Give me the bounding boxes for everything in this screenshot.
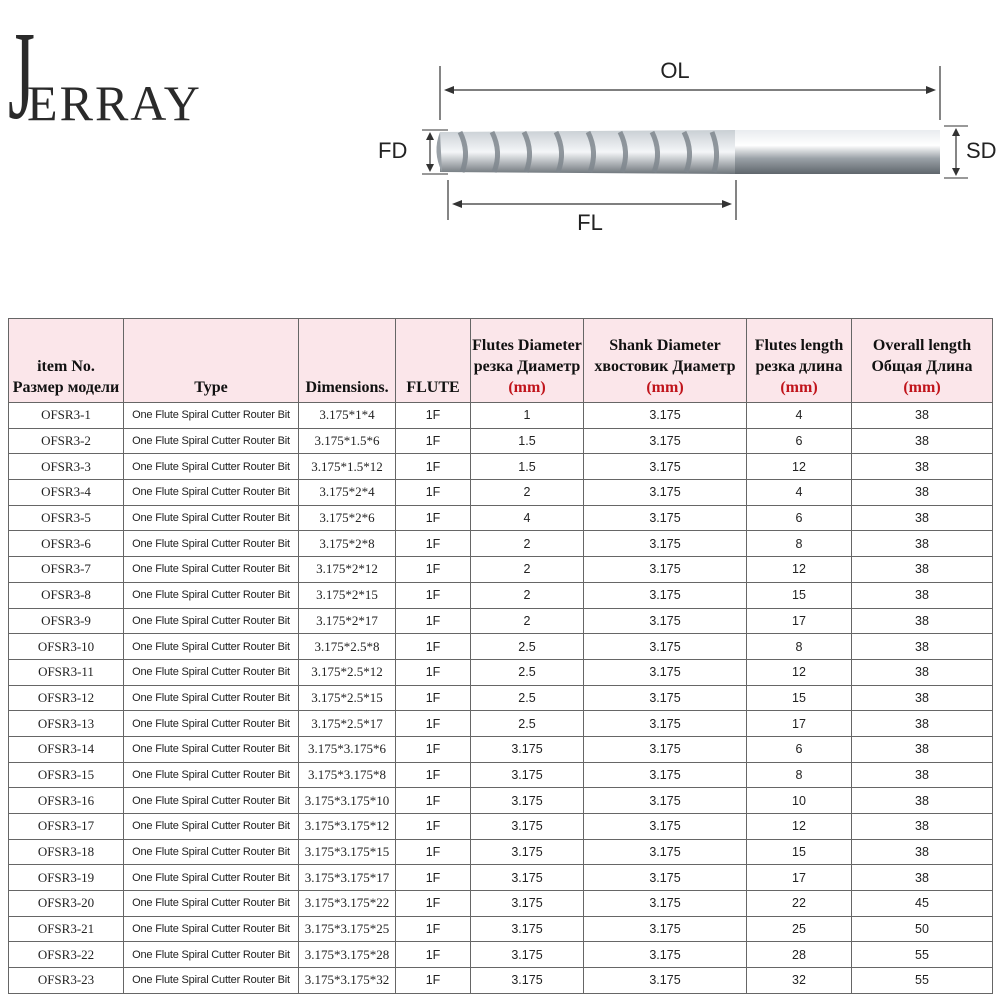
cell-item-no: OFSR3-11 bbox=[9, 659, 124, 685]
cell-flutes-diameter: 3.175 bbox=[471, 968, 584, 994]
cell-type: One Flute Spiral Cutter Router Bit bbox=[124, 814, 299, 840]
cell-overall-length: 38 bbox=[852, 685, 993, 711]
header-shank-diameter bbox=[584, 319, 747, 403]
cell-overall-length: 38 bbox=[852, 582, 993, 608]
cell-dimensions: 3.175*3.175*17 bbox=[299, 865, 396, 891]
cell-overall-length: 55 bbox=[852, 942, 993, 968]
brand-logo bbox=[8, 7, 202, 146]
cell-flute: 1F bbox=[396, 916, 471, 942]
cell-flute: 1F bbox=[396, 659, 471, 685]
header-flutes-diameter-ru: резка Диаметр bbox=[473, 358, 581, 375]
table-row bbox=[9, 634, 993, 660]
cell-flute: 1F bbox=[396, 454, 471, 480]
table-row bbox=[9, 685, 993, 711]
cell-dimensions: 3.175*3.175*15 bbox=[299, 839, 396, 865]
cell-type: One Flute Spiral Cutter Router Bit bbox=[124, 557, 299, 583]
table-row bbox=[9, 454, 993, 480]
cell-dimensions: 3.175*2*17 bbox=[299, 608, 396, 634]
cell-dimensions: 3.175*2.5*15 bbox=[299, 685, 396, 711]
cell-flute: 1F bbox=[396, 788, 471, 814]
cell-dimensions: 3.175*3.175*6 bbox=[299, 736, 396, 762]
cell-dimensions: 3.175*3.175*12 bbox=[299, 814, 396, 840]
cell-overall-length: 38 bbox=[852, 557, 993, 583]
cell-flute: 1F bbox=[396, 428, 471, 454]
cell-flute: 1F bbox=[396, 968, 471, 994]
table-row bbox=[9, 403, 993, 429]
cell-shank-diameter: 3.175 bbox=[584, 403, 747, 429]
cell-item-no: OFSR3-6 bbox=[9, 531, 124, 557]
cell-item-no: OFSR3-4 bbox=[9, 480, 124, 506]
spec-table bbox=[8, 318, 993, 994]
cell-flutes-diameter: 1.5 bbox=[471, 428, 584, 454]
cell-overall-length: 38 bbox=[852, 839, 993, 865]
cell-shank-diameter: 3.175 bbox=[584, 942, 747, 968]
cell-flutes-length: 12 bbox=[747, 659, 852, 685]
cell-shank-diameter: 3.175 bbox=[584, 428, 747, 454]
cell-dimensions: 3.175*2*12 bbox=[299, 557, 396, 583]
cell-flutes-diameter: 3.175 bbox=[471, 762, 584, 788]
cell-shank-diameter: 3.175 bbox=[584, 582, 747, 608]
cell-shank-diameter: 3.175 bbox=[584, 814, 747, 840]
cell-shank-diameter: 3.175 bbox=[584, 608, 747, 634]
cell-flute: 1F bbox=[396, 531, 471, 557]
table-row bbox=[9, 505, 993, 531]
cell-shank-diameter: 3.175 bbox=[584, 916, 747, 942]
cell-type: One Flute Spiral Cutter Router Bit bbox=[124, 968, 299, 994]
cell-flutes-diameter: 2.5 bbox=[471, 659, 584, 685]
cell-dimensions: 3.175*2*4 bbox=[299, 480, 396, 506]
cell-overall-length: 55 bbox=[852, 968, 993, 994]
cell-item-no: OFSR3-19 bbox=[9, 865, 124, 891]
table-row bbox=[9, 659, 993, 685]
spec-table-body bbox=[9, 403, 993, 994]
cell-type: One Flute Spiral Cutter Router Bit bbox=[124, 608, 299, 634]
cell-dimensions: 3.175*3.175*8 bbox=[299, 762, 396, 788]
cell-flutes-length: 8 bbox=[747, 634, 852, 660]
cell-overall-length: 38 bbox=[852, 608, 993, 634]
cell-flute: 1F bbox=[396, 557, 471, 583]
cell-flute: 1F bbox=[396, 814, 471, 840]
cell-type: One Flute Spiral Cutter Router Bit bbox=[124, 403, 299, 429]
cell-overall-length: 38 bbox=[852, 531, 993, 557]
cell-flute: 1F bbox=[396, 634, 471, 660]
cell-item-no: OFSR3-1 bbox=[9, 403, 124, 429]
header-flutes-length bbox=[747, 319, 852, 403]
header-flutes-length-ru: резка длина bbox=[755, 358, 843, 375]
router-bit-tool bbox=[436, 130, 940, 174]
header-dimensions: Dimensions. bbox=[299, 319, 396, 403]
cell-flutes-diameter: 3.175 bbox=[471, 814, 584, 840]
cell-item-no: OFSR3-5 bbox=[9, 505, 124, 531]
cell-type: One Flute Spiral Cutter Router Bit bbox=[124, 480, 299, 506]
cell-shank-diameter: 3.175 bbox=[584, 505, 747, 531]
cell-flutes-diameter: 3.175 bbox=[471, 942, 584, 968]
cell-flute: 1F bbox=[396, 891, 471, 917]
cell-type: One Flute Spiral Cutter Router Bit bbox=[124, 582, 299, 608]
cell-overall-length: 38 bbox=[852, 505, 993, 531]
cell-flutes-length: 6 bbox=[747, 428, 852, 454]
brand-logo-initial: J bbox=[8, 7, 35, 146]
cell-flutes-length: 32 bbox=[747, 968, 852, 994]
cell-flutes-length: 15 bbox=[747, 839, 852, 865]
fd-label: FD bbox=[378, 138, 408, 163]
cell-shank-diameter: 3.175 bbox=[584, 891, 747, 917]
cell-item-no: OFSR3-9 bbox=[9, 608, 124, 634]
cell-shank-diameter: 3.175 bbox=[584, 736, 747, 762]
cell-overall-length: 38 bbox=[852, 814, 993, 840]
table-row bbox=[9, 762, 993, 788]
router-bit-diagram bbox=[370, 40, 1000, 250]
cell-dimensions: 3.175*3.175*32 bbox=[299, 968, 396, 994]
header-item-no-ru: Размер модели bbox=[12, 379, 120, 396]
header-shank-diameter-unit: (mm) bbox=[646, 379, 684, 396]
cell-flutes-diameter: 1 bbox=[471, 403, 584, 429]
cell-flute: 1F bbox=[396, 403, 471, 429]
header-flute: FLUTE bbox=[396, 319, 471, 403]
cell-item-no: OFSR3-20 bbox=[9, 891, 124, 917]
cell-flute: 1F bbox=[396, 711, 471, 737]
cell-item-no: OFSR3-23 bbox=[9, 968, 124, 994]
cell-item-no: OFSR3-10 bbox=[9, 634, 124, 660]
table-row bbox=[9, 916, 993, 942]
table-row bbox=[9, 736, 993, 762]
cell-flute: 1F bbox=[396, 839, 471, 865]
cell-flute: 1F bbox=[396, 736, 471, 762]
cell-shank-diameter: 3.175 bbox=[584, 557, 747, 583]
cell-type: One Flute Spiral Cutter Router Bit bbox=[124, 454, 299, 480]
cell-flutes-length: 6 bbox=[747, 505, 852, 531]
cell-shank-diameter: 3.175 bbox=[584, 659, 747, 685]
cell-dimensions: 3.175*3.175*22 bbox=[299, 891, 396, 917]
cell-flutes-length: 17 bbox=[747, 865, 852, 891]
cell-overall-length: 38 bbox=[852, 403, 993, 429]
cell-overall-length: 38 bbox=[852, 454, 993, 480]
cell-item-no: OFSR3-2 bbox=[9, 428, 124, 454]
cell-item-no: OFSR3-18 bbox=[9, 839, 124, 865]
cell-shank-diameter: 3.175 bbox=[584, 762, 747, 788]
cell-item-no: OFSR3-14 bbox=[9, 736, 124, 762]
cell-shank-diameter: 3.175 bbox=[584, 865, 747, 891]
cell-flutes-length: 17 bbox=[747, 608, 852, 634]
cell-shank-diameter: 3.175 bbox=[584, 634, 747, 660]
cell-item-no: OFSR3-22 bbox=[9, 942, 124, 968]
cell-dimensions: 3.175*2.5*8 bbox=[299, 634, 396, 660]
table-row bbox=[9, 711, 993, 737]
cell-type: One Flute Spiral Cutter Router Bit bbox=[124, 531, 299, 557]
header-overall-length bbox=[852, 319, 993, 403]
cell-flutes-diameter: 2.5 bbox=[471, 685, 584, 711]
cell-flute: 1F bbox=[396, 505, 471, 531]
cell-flutes-diameter: 1.5 bbox=[471, 454, 584, 480]
cell-flute: 1F bbox=[396, 480, 471, 506]
cell-shank-diameter: 3.175 bbox=[584, 711, 747, 737]
cell-flute: 1F bbox=[396, 685, 471, 711]
cell-flutes-diameter: 2 bbox=[471, 557, 584, 583]
cell-flute: 1F bbox=[396, 582, 471, 608]
cell-flutes-diameter: 3.175 bbox=[471, 916, 584, 942]
header-flutes-length-en: Flutes length bbox=[754, 337, 844, 354]
cell-flutes-length: 15 bbox=[747, 582, 852, 608]
cell-flutes-diameter: 4 bbox=[471, 505, 584, 531]
cell-flutes-length: 12 bbox=[747, 814, 852, 840]
cell-dimensions: 3.175*2*6 bbox=[299, 505, 396, 531]
cell-flutes-length: 6 bbox=[747, 736, 852, 762]
cell-dimensions: 3.175*2.5*17 bbox=[299, 711, 396, 737]
cell-overall-length: 38 bbox=[852, 788, 993, 814]
cell-overall-length: 38 bbox=[852, 736, 993, 762]
cell-flute: 1F bbox=[396, 762, 471, 788]
cell-flutes-diameter: 3.175 bbox=[471, 891, 584, 917]
table-row bbox=[9, 582, 993, 608]
header-item-no bbox=[9, 319, 124, 403]
brand-logo-name: ERRAY bbox=[27, 75, 202, 131]
cell-flutes-length: 4 bbox=[747, 480, 852, 506]
table-row bbox=[9, 839, 993, 865]
cell-shank-diameter: 3.175 bbox=[584, 531, 747, 557]
header-overall-length-unit: (mm) bbox=[903, 379, 941, 396]
table-header-row bbox=[9, 319, 993, 403]
cell-type: One Flute Spiral Cutter Router Bit bbox=[124, 685, 299, 711]
spec-table-wrapper bbox=[8, 318, 992, 994]
cell-item-no: OFSR3-17 bbox=[9, 814, 124, 840]
header-type: Type bbox=[124, 319, 299, 403]
table-row bbox=[9, 968, 993, 994]
cell-flutes-length: 22 bbox=[747, 891, 852, 917]
table-row bbox=[9, 865, 993, 891]
header-shank-diameter-ru: хвостовик Диаметр bbox=[594, 358, 736, 375]
cell-dimensions: 3.175*1.5*6 bbox=[299, 428, 396, 454]
cell-type: One Flute Spiral Cutter Router Bit bbox=[124, 839, 299, 865]
fl-label: FL bbox=[577, 210, 603, 235]
cell-flutes-length: 4 bbox=[747, 403, 852, 429]
cell-dimensions: 3.175*2*15 bbox=[299, 582, 396, 608]
cell-item-no: OFSR3-7 bbox=[9, 557, 124, 583]
cell-flutes-diameter: 2 bbox=[471, 480, 584, 506]
cell-flute: 1F bbox=[396, 942, 471, 968]
cell-overall-length: 38 bbox=[852, 711, 993, 737]
sd-label: SD bbox=[966, 138, 997, 163]
cell-flutes-diameter: 3.175 bbox=[471, 736, 584, 762]
table-row bbox=[9, 814, 993, 840]
cell-flutes-diameter: 3.175 bbox=[471, 865, 584, 891]
cell-type: One Flute Spiral Cutter Router Bit bbox=[124, 634, 299, 660]
table-row bbox=[9, 557, 993, 583]
cell-type: One Flute Spiral Cutter Router Bit bbox=[124, 711, 299, 737]
cell-item-no: OFSR3-13 bbox=[9, 711, 124, 737]
cell-item-no: OFSR3-16 bbox=[9, 788, 124, 814]
cell-type: One Flute Spiral Cutter Router Bit bbox=[124, 762, 299, 788]
cell-overall-length: 45 bbox=[852, 891, 993, 917]
cell-flutes-diameter: 2 bbox=[471, 582, 584, 608]
cell-overall-length: 38 bbox=[852, 865, 993, 891]
cell-flutes-diameter: 2 bbox=[471, 608, 584, 634]
header-flutes-diameter-unit: (mm) bbox=[508, 379, 546, 396]
cell-dimensions: 3.175*1.5*12 bbox=[299, 454, 396, 480]
cell-type: One Flute Spiral Cutter Router Bit bbox=[124, 428, 299, 454]
table-row bbox=[9, 942, 993, 968]
cell-flutes-length: 25 bbox=[747, 916, 852, 942]
cell-type: One Flute Spiral Cutter Router Bit bbox=[124, 942, 299, 968]
table-row bbox=[9, 608, 993, 634]
cell-type: One Flute Spiral Cutter Router Bit bbox=[124, 505, 299, 531]
table-row bbox=[9, 891, 993, 917]
cell-flutes-diameter: 2.5 bbox=[471, 711, 584, 737]
cell-shank-diameter: 3.175 bbox=[584, 968, 747, 994]
cell-dimensions: 3.175*2*8 bbox=[299, 531, 396, 557]
cell-overall-length: 50 bbox=[852, 916, 993, 942]
cell-flutes-diameter: 2.5 bbox=[471, 634, 584, 660]
cell-flutes-length: 28 bbox=[747, 942, 852, 968]
cell-dimensions: 3.175*3.175*28 bbox=[299, 942, 396, 968]
header-flutes-length-unit: (mm) bbox=[780, 379, 818, 396]
cell-item-no: OFSR3-8 bbox=[9, 582, 124, 608]
table-row bbox=[9, 788, 993, 814]
cell-shank-diameter: 3.175 bbox=[584, 685, 747, 711]
header-shank-diameter-en: Shank Diameter bbox=[609, 337, 721, 354]
cell-flutes-diameter: 3.175 bbox=[471, 788, 584, 814]
cell-type: One Flute Spiral Cutter Router Bit bbox=[124, 659, 299, 685]
cell-dimensions: 3.175*3.175*10 bbox=[299, 788, 396, 814]
cell-overall-length: 38 bbox=[852, 659, 993, 685]
cell-dimensions: 3.175*1*4 bbox=[299, 403, 396, 429]
header-overall-length-en: Overall length bbox=[872, 337, 972, 354]
cell-type: One Flute Spiral Cutter Router Bit bbox=[124, 891, 299, 917]
cell-flutes-length: 10 bbox=[747, 788, 852, 814]
cell-flute: 1F bbox=[396, 865, 471, 891]
cell-shank-diameter: 3.175 bbox=[584, 480, 747, 506]
cell-overall-length: 38 bbox=[852, 762, 993, 788]
cell-flutes-length: 8 bbox=[747, 531, 852, 557]
cell-overall-length: 38 bbox=[852, 634, 993, 660]
header-item-no-en: item No. bbox=[37, 358, 95, 375]
header-flutes-diameter bbox=[471, 319, 584, 403]
cell-item-no: OFSR3-21 bbox=[9, 916, 124, 942]
cell-flutes-length: 15 bbox=[747, 685, 852, 711]
cell-flutes-length: 8 bbox=[747, 762, 852, 788]
header-flutes-diameter-en: Flutes Diameter bbox=[472, 337, 582, 354]
cell-overall-length: 38 bbox=[852, 480, 993, 506]
ol-label: OL bbox=[660, 58, 690, 83]
cell-type: One Flute Spiral Cutter Router Bit bbox=[124, 788, 299, 814]
cell-flutes-length: 17 bbox=[747, 711, 852, 737]
cell-flutes-diameter: 2 bbox=[471, 531, 584, 557]
table-row bbox=[9, 428, 993, 454]
cell-item-no: OFSR3-15 bbox=[9, 762, 124, 788]
table-row bbox=[9, 480, 993, 506]
header-overall-length-ru: Общая Длина bbox=[871, 358, 973, 375]
cell-flutes-length: 12 bbox=[747, 557, 852, 583]
cell-item-no: OFSR3-12 bbox=[9, 685, 124, 711]
cell-dimensions: 3.175*3.175*25 bbox=[299, 916, 396, 942]
cell-type: One Flute Spiral Cutter Router Bit bbox=[124, 865, 299, 891]
cell-shank-diameter: 3.175 bbox=[584, 839, 747, 865]
cell-dimensions: 3.175*2.5*12 bbox=[299, 659, 396, 685]
cell-flutes-diameter: 3.175 bbox=[471, 839, 584, 865]
cell-item-no: OFSR3-3 bbox=[9, 454, 124, 480]
cell-type: One Flute Spiral Cutter Router Bit bbox=[124, 916, 299, 942]
cell-shank-diameter: 3.175 bbox=[584, 788, 747, 814]
cell-flutes-length: 12 bbox=[747, 454, 852, 480]
cell-flute: 1F bbox=[396, 608, 471, 634]
cell-type: One Flute Spiral Cutter Router Bit bbox=[124, 736, 299, 762]
cell-overall-length: 38 bbox=[852, 428, 993, 454]
cell-shank-diameter: 3.175 bbox=[584, 454, 747, 480]
table-row bbox=[9, 531, 993, 557]
